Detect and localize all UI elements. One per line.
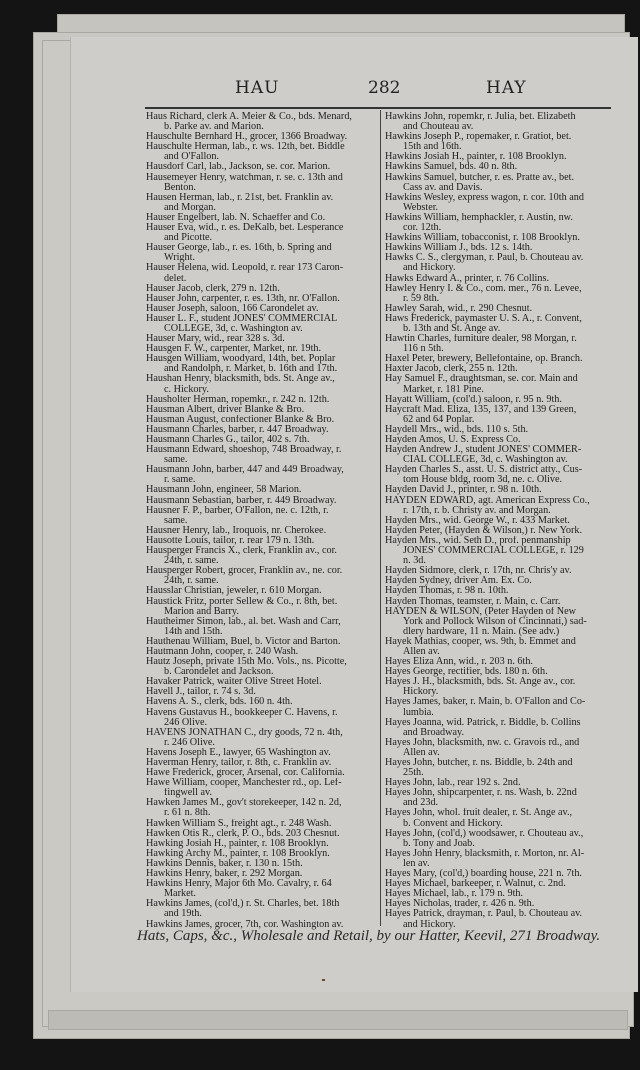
page-number: 282 <box>368 78 401 98</box>
directory-entry <box>146 354 375 374</box>
entry-continuation: Market. <box>164 889 196 900</box>
entry-line: Hautheimer Simon, lab., al. bet. Wash and Carr, <box>146 616 341 627</box>
entry-line: Hauser Helena, wid. Leopold, r. rear 173 Caron- <box>146 263 344 274</box>
directory-entry <box>146 819 375 829</box>
entry-line: Hawking Josiah H., painter, r. 108 Brooklyn. <box>146 838 329 849</box>
directory-entry <box>146 314 375 334</box>
entry-continuation: lumbia. <box>403 707 434 718</box>
entry-line: Hayes Mary, (col'd,) boarding house, 221 n. 7th. <box>385 869 582 880</box>
entry-continuation: Wright. <box>164 253 195 264</box>
directory-entry <box>385 233 612 243</box>
entry-line: HAVENS JONATHAN C., dry goods, 72 n. 4th, <box>146 727 343 738</box>
entry-line: Hautmann John, cooper, r. 240 Wash. <box>146 646 299 657</box>
entry-line: Hayden Sydney, driver Am. Ex. Co. <box>385 576 532 587</box>
entry-continuation: and 23d. <box>403 798 439 809</box>
entry-line: Hayes J. H., blacksmith, bds. St. Ange av., cor. <box>385 677 576 688</box>
entry-continuation: and Hickory. <box>403 263 456 274</box>
directory-entry <box>385 405 612 425</box>
entry-line: Hauser John, carpenter, r. es. 13th, nr. O'Fallon. <box>146 293 340 304</box>
entry-line: Hawks C. S., clergyman, r. Paul, b. Chouteau av. <box>385 253 584 264</box>
entry-continuation: and Picotte. <box>164 233 213 244</box>
entry-continuation: Cass av. and Davis. <box>403 182 483 193</box>
paper-speck <box>322 979 325 981</box>
entry-line: Havaker Patrick, waiter Olive Street Hotel. <box>146 677 322 688</box>
entry-line: Hawley Henry I. & Co., com. mer., 76 n. Levee, <box>385 283 582 294</box>
directory-entry <box>146 899 375 919</box>
entry-continuation: fingwell av. <box>164 788 212 799</box>
entry-continuation: b. Carondelet and Jackson. <box>164 667 274 678</box>
entry-line: Hauser Jacob, clerk, 279 n. 12th. <box>146 283 280 294</box>
entry-continuation: same. <box>164 515 188 526</box>
entry-line: Hawkins William, hemphackler, r. Austin, nw. <box>385 212 573 223</box>
entry-line: Hawking Archy M., painter, r. 108 Brooklyn. <box>146 848 330 859</box>
directory-entry <box>385 284 612 304</box>
directory-entry <box>385 899 612 909</box>
entry-continuation: cor. 12th. <box>403 223 442 234</box>
directory-entry <box>146 415 375 425</box>
directory-entry <box>146 193 375 213</box>
entry-continuation: b. Convent and Hickory. <box>403 818 503 829</box>
directory-entry <box>146 435 375 445</box>
entry-line: Hayes George, rectifier, bds. 180 n. 6th. <box>385 667 548 678</box>
entry-line: Hayes John, (col'd,) woodsawer, r. Chouteau av., <box>385 828 584 839</box>
directory-entry <box>146 597 375 617</box>
directory-entry <box>385 637 612 657</box>
entry-line: Hayes Patrick, drayman, r. Paul, b. Chouteau av. <box>385 909 583 920</box>
entry-line: Hausslar Christian, jeweler, r. 610 Morgan. <box>146 586 322 597</box>
entry-line: Hayes John, lab., rear 192 s. 2nd. <box>385 778 521 789</box>
directory-entry <box>146 617 375 637</box>
directory-entry <box>146 859 375 869</box>
entry-continuation: and O'Fallon. <box>164 152 220 163</box>
directory-entry <box>385 718 612 738</box>
entry-continuation: b. Parke av. and Marion. <box>164 122 264 133</box>
directory-entry <box>385 657 612 667</box>
entry-continuation: 24th, r. same. <box>164 576 219 587</box>
entry-line: Hayes Joanna, wid. Patrick, r. Biddle, b. Collins <box>385 717 581 728</box>
entry-continuation: len av. <box>403 858 430 869</box>
entry-line: Hay Samuel F., draughtsman, se. cor. Main and <box>385 374 578 385</box>
entry-line: Hausmann Edward, shoeshop, 748 Broadway, r. <box>146 445 342 456</box>
entry-line: Hausmann Sebastian, barber, r. 449 Broadway. <box>146 495 337 506</box>
directory-entry <box>385 112 612 132</box>
directory-entry <box>385 132 612 152</box>
entry-continuation: b. 13th and St. Ange av. <box>403 323 501 334</box>
entry-line: Hayes John, butcher, r. ns. Biddle, b. 24th and <box>385 758 573 768</box>
entry-line: Hawkins James, grocer, 7th, cor. Washington av. <box>146 919 344 930</box>
entry-line: Hausperger Francis X., clerk, Franklin av., cor. <box>146 546 337 557</box>
entry-line: Hausman Albert, driver Blanke & Bro. <box>146 404 305 415</box>
directory-entry <box>146 778 375 798</box>
directory-entry <box>146 395 375 405</box>
directory-entry <box>146 566 375 586</box>
entry-line: Hauschulte Herman, lab., r. ws. 12th, bet. Biddle <box>146 142 345 153</box>
entry-line: Hauser Engelbert, lab. N. Schaeffer and Co. <box>146 212 326 223</box>
entry-line: Hawkins Wesley, express wagon, r. cor. 10th and <box>385 192 584 203</box>
directory-entry <box>385 516 612 526</box>
entry-line: Hausmann Charles, barber, r. 447 Broadway. <box>146 424 329 435</box>
directory-entry <box>146 465 375 485</box>
entry-line: Haus Richard, clerk A. Meier & Co., bds. Menard, <box>146 112 352 122</box>
entry-line: Hautz Joseph, private 15th Mo. Vols., ns. Picotte, <box>146 657 347 668</box>
entry-line: Haushan Henry, blacksmith, bds. St. Ange av., <box>146 374 335 385</box>
directory-entry <box>146 546 375 566</box>
directory-entry <box>385 566 612 576</box>
entry-continuation: Webster. <box>403 202 439 213</box>
entry-line: Hawley Sarah, wid., r. 290 Chesnut. <box>385 303 533 314</box>
directory-entry <box>385 152 612 162</box>
directory-entry <box>146 445 375 465</box>
advertisement-footer: Hats, Caps, &c., Wholesale and Retail, by our Hatter, Keevil, 271 Broadway. <box>137 928 601 944</box>
directory-entry <box>385 869 612 879</box>
entry-line: Hauthenau William, Buel, b. Victor and Barton. <box>146 636 341 647</box>
entry-continuation: 24th, r. same. <box>164 556 219 567</box>
entry-continuation: 25th. <box>403 768 424 779</box>
entry-line: Hayes John, whol. fruit dealer, r. St. Ange av., <box>385 808 573 819</box>
directory-entry <box>385 374 612 394</box>
entry-line: Hayden Charles S., asst. U. S. district atty., Cus- <box>385 465 583 476</box>
column-divider <box>380 110 381 926</box>
directory-entry <box>146 243 375 263</box>
entry-continuation: r. 61 n. 8th. <box>164 808 211 819</box>
directory-entry <box>385 435 612 445</box>
entry-line: Hawkins William, tobacconist, r. 108 Brooklyn. <box>385 233 580 244</box>
page-edges <box>48 1010 628 1030</box>
entry-continuation: CIAL COLLEGE, 3d, c. Washington av. <box>403 455 568 466</box>
entry-continuation: c. Hickory. <box>164 384 209 395</box>
entry-continuation: r. 246 Olive. <box>164 737 215 748</box>
directory-entry <box>385 526 612 536</box>
entry-line: Hausman August, confectioner Blanke & Bro. <box>146 414 335 425</box>
directory-entry <box>385 173 612 193</box>
directory-entry <box>146 677 375 687</box>
directory-entry <box>146 374 375 394</box>
entry-continuation: 246 Olive. <box>164 717 208 728</box>
entry-continuation: Benton. <box>164 182 196 193</box>
directory-entry <box>146 839 375 849</box>
entry-continuation: York and Pollock Wilson of Cincinnati,) sad- <box>403 616 587 627</box>
directory-entry <box>385 738 612 758</box>
entry-line: Hausen Herman, lab., r. 21st, bet. Franklin av. <box>146 192 334 203</box>
directory-entry <box>385 395 612 405</box>
entry-continuation: and 19th. <box>164 909 202 920</box>
entry-continuation: Market, r. 181 Pine. <box>403 384 484 395</box>
entry-line: Hawkins Samuel, butcher, r. es. Pratte av., bet. <box>385 172 575 183</box>
entry-line: Hayek Mathias, cooper, ws. 9th, b. Emmet and <box>385 636 576 647</box>
directory-entry <box>385 808 612 828</box>
entry-line: Hayden Sidmore, clerk, r. 17th, nr. Chris'y av. <box>385 566 572 577</box>
directory-entry <box>146 879 375 899</box>
entry-continuation: delet. <box>164 273 187 284</box>
directory-entry <box>146 657 375 677</box>
directory-entry <box>385 334 612 354</box>
directory-entry <box>385 829 612 849</box>
entry-line: Hausgen F. W., carpenter, Market, nr. 19th. <box>146 344 322 355</box>
directory-entry <box>385 667 612 677</box>
directory-entry <box>146 344 375 354</box>
entry-line: Hayes John, blacksmith, nw. c. Gravois rd., and <box>385 737 580 748</box>
entry-line: Haxter Jacob, clerk, 255 n. 12th. <box>385 364 518 375</box>
entry-line: Hawe Frederick, grocer, Arsenal, cor. California. <box>146 768 345 779</box>
entry-line: Hawkins John, ropemkr, r. Julia, bet. Elizabeth <box>385 112 576 122</box>
entry-continuation: COLLEGE, 3d, c. Washington av. <box>164 323 303 334</box>
directory-entry <box>146 637 375 647</box>
entry-continuation: Marion and Barry. <box>164 606 239 617</box>
directory-entry <box>385 758 612 778</box>
entry-line: Hausemeyer Henry, watchman, r. se. c. 13th and <box>146 172 343 183</box>
directory-entry <box>385 364 612 374</box>
entry-line: Hawkins Henry, baker, r. 292 Morgan. <box>146 869 303 880</box>
entry-line: Hayden Andrew J., student JONES' COMMER- <box>385 445 582 456</box>
entry-line: Hayes Michael, lab., r. 179 n. 9th. <box>385 889 524 900</box>
entry-line: Hausner F. P., barber, O'Fallon, ne. c. 12th, r. <box>146 505 329 516</box>
entry-line: Hayden Mrs., wid. George W., r. 433 Market. <box>385 515 570 526</box>
directory-entry <box>385 576 612 586</box>
directory-entry <box>146 758 375 768</box>
entry-line: Havens Joseph E., lawyer, 65 Washington av. <box>146 747 331 758</box>
directory-entry <box>146 697 375 707</box>
entry-line: Hauser Mary, wid., rear 328 s. 3d. <box>146 334 285 345</box>
entry-line: Haverman Henry, tailor, r. 8th, c. Franklin av. <box>146 758 332 768</box>
entry-line: Havens A. S., clerk, bds. 160 n. 4th. <box>146 697 293 708</box>
entry-line: Hauser Eva, wid., r. es. DeKalb, bet. Lesperance <box>146 223 344 234</box>
entry-line: Hauser Joseph, saloon, 166 Carondelet av. <box>146 303 319 314</box>
entry-continuation: n. 3d. <box>403 556 426 567</box>
entry-line: Hawe William, cooper, Manchester rd., op. Lef- <box>146 778 342 789</box>
entry-continuation: Allen av. <box>403 747 440 758</box>
entry-line: Hayes John Henry, blacksmith, r. Morton, nr. Al- <box>385 848 585 859</box>
entry-line: Hausmann John, engineer, 58 Marion. <box>146 485 302 496</box>
directory-entry <box>385 607 612 637</box>
entry-line: Hausmann John, barber, 447 and 449 Broadway, <box>146 465 344 476</box>
directory-entry <box>146 526 375 536</box>
entry-line: Hausgen William, woodyard, 14th, bet. Poplar <box>146 354 336 365</box>
entry-continuation: Allen av. <box>403 646 440 657</box>
directory-entry <box>146 213 375 223</box>
directory-entry <box>146 405 375 415</box>
entry-line: Hawtin Charles, furniture dealer, 98 Morgan, r. <box>385 334 577 345</box>
directory-entry <box>146 798 375 818</box>
directory-entry <box>146 647 375 657</box>
entry-line: Hayatt William, (col'd.) saloon, r. 95 n. 9th. <box>385 394 562 405</box>
entry-line: Hawken Otis R., clerk, P. O., bds. 203 Chesnut. <box>146 828 340 839</box>
directory-entry <box>385 849 612 869</box>
entry-line: Hawken James M., gov't storekeeper, 142 n. 2d, <box>146 798 342 809</box>
directory-entry <box>146 768 375 778</box>
running-head-right: HAY <box>486 78 527 98</box>
entry-line: Hayden Amos, U. S. Express Co. <box>385 435 521 445</box>
running-head-left: HAU <box>235 78 280 98</box>
directory-entry <box>146 849 375 859</box>
header-rule <box>145 107 611 109</box>
directory-entry <box>385 253 612 273</box>
entry-line: Hawkins Joseph P., ropemaker, r. Gratiot, bet. <box>385 132 572 143</box>
directory-entry <box>146 708 375 728</box>
directory-entry <box>385 536 612 566</box>
directory-entry <box>385 162 612 172</box>
entry-continuation: same. <box>164 455 188 466</box>
entry-line: Hayden Thomas, r. 98 n. 10th. <box>385 586 509 597</box>
entry-line: Hawkins Josiah H., painter, r. 108 Brooklyn. <box>385 152 567 163</box>
entry-line: Hausdorf Carl, lab., Jackson, se. cor. Marion. <box>146 162 331 173</box>
entry-line: Hausperger Robert, grocer, Franklin av., ne. cor. <box>146 566 343 577</box>
entry-line: Hausner Henry, lab., Iroquois, nr. Cherokee. <box>146 525 327 536</box>
directory-entry <box>385 314 612 334</box>
directory-entry <box>385 485 612 495</box>
entry-line: Hawks Edward A., printer, r. 76 Collins. <box>385 273 549 284</box>
entry-line: Hayes Nicholas, trader, r. 426 n. 9th. <box>385 899 535 910</box>
directory-entry <box>146 748 375 758</box>
directory-entry <box>385 788 612 808</box>
entry-continuation: and Morgan. <box>164 202 216 213</box>
entry-continuation: and Hickory. <box>403 919 456 930</box>
entry-line: Haycraft Mad. Eliza, 135, 137, and 139 Green, <box>385 404 577 415</box>
directory-entry <box>146 829 375 839</box>
directory-entry <box>385 304 612 314</box>
directory-entry <box>385 243 612 253</box>
directory-entry <box>146 496 375 506</box>
directory-entry <box>146 425 375 435</box>
entry-continuation: r. same. <box>164 475 196 486</box>
entry-continuation: 14th and 15th. <box>164 626 223 637</box>
entry-line: Hauschulte Bernhard H., grocer, 1366 Broadway. <box>146 132 348 143</box>
directory-entry <box>146 869 375 879</box>
entry-line: Hauser L. F., student JONES' COMMERCIAL <box>146 313 338 324</box>
entry-continuation: JONES' COMMERCIAL COLLEGE, r. 129 <box>403 546 584 557</box>
entry-line: Hausholter Herman, ropemkr., r. 242 n. 12th. <box>146 394 330 405</box>
entry-line: Hayes Eliza Ann, wid., r. 203 n. 6th. <box>385 657 533 668</box>
entry-line: Hayes James, baker, r. Main, b. O'Fallon and Co- <box>385 697 586 708</box>
entry-continuation: r. 17th, r. b. Christy av. and Morgan. <box>403 505 551 516</box>
entry-continuation: 116 n 5th. <box>403 344 444 355</box>
entry-line: Hayden Peter, (Hayden & Wilson,) r. New York. <box>385 525 583 536</box>
directory-entry <box>146 506 375 526</box>
entry-continuation: tom House bldg, room 3d, ne. c. Olive. <box>403 475 563 486</box>
directory-entry <box>385 586 612 596</box>
entry-continuation: 62 and 64 Poplar. <box>403 414 475 425</box>
entry-line: HAYDEN & WILSON, (Peter Hayden of New <box>385 606 576 617</box>
directory-entry <box>385 597 612 607</box>
entry-line: Hawkins Henry, Major 6th Mo. Cavalry, r. 64 <box>146 879 332 890</box>
directory-entry <box>385 697 612 717</box>
entry-line: HAYDEN EDWARD, agt. American Express Co., <box>385 495 590 506</box>
directory-entry <box>146 304 375 314</box>
directory-entry <box>146 294 375 304</box>
entry-line: Havell J., tailor, r. 74 s. 3d. <box>146 687 256 698</box>
entry-line: Hawkins William J., bds. 12 s. 14th. <box>385 243 533 254</box>
entry-line: Haustick Fritz, porter Sellew & Co., r. 8th, bet. <box>146 596 338 607</box>
directory-entry <box>146 687 375 697</box>
entry-line: Havens Gustavus H., bookkeeper C. Havens, r. <box>146 707 338 718</box>
entry-line: Hausotte Louis, tailor, r. rear 179 n. 13th. <box>146 535 315 546</box>
entry-line: Haydell Mrs., wid., bds. 110 s. 5th. <box>385 424 529 435</box>
entry-continuation: and Broadway. <box>403 727 465 738</box>
directory-entry <box>385 496 612 516</box>
directory-entry <box>146 142 375 162</box>
directory-entry <box>385 677 612 697</box>
directory-entry <box>385 354 612 364</box>
entry-line: Hayes John, shipcarpenter, r. ns. Wash, b. 22nd <box>385 788 577 799</box>
directory-entry <box>146 263 375 283</box>
entry-continuation: r. 59 8th. <box>403 293 440 304</box>
entry-line: Hausmann Charles G., tailor, 402 s. 7th. <box>146 435 310 445</box>
directory-entry <box>385 274 612 284</box>
right-column <box>385 112 612 930</box>
entry-continuation: 15th and 16th. <box>403 142 462 153</box>
directory-entry <box>146 485 375 495</box>
entry-line: Hayden Mrs., wid. Seth D., prof. penmanship <box>385 535 571 546</box>
entry-line: Hayes Michael, barkeeper, r. Walnut, c. 2nd. <box>385 879 566 890</box>
directory-entry <box>146 334 375 344</box>
entry-line: Hayden David J., printer, r. 98 n. 10th. <box>385 485 542 496</box>
directory-entry <box>385 778 612 788</box>
entry-line: Hayden Thomas, teamster, r. Main, c. Carr. <box>385 596 561 607</box>
entry-line: Hawken William S., freight agt., r. 248 Wash. <box>146 818 332 829</box>
directory-entry <box>146 284 375 294</box>
entry-line: Haws Frederick, paymaster U. S. A., r. Convent, <box>385 313 582 324</box>
directory-entry <box>146 586 375 596</box>
entry-continuation: b. Tony and Joab. <box>403 838 475 849</box>
directory-entry <box>146 173 375 193</box>
entry-line: Hawkins Dennis, baker, r. 130 n. 15th. <box>146 858 303 869</box>
entry-continuation: Hickory. <box>403 687 439 698</box>
entry-continuation: and Randolph, r. Market, b. 16th and 17th. <box>164 364 338 375</box>
directory-entry <box>146 223 375 243</box>
left-column <box>146 112 375 930</box>
directory-entry <box>385 213 612 233</box>
directory-entry <box>146 112 375 132</box>
entry-line: Hauser George, lab., r. es. 16th, b. Spring and <box>146 243 332 254</box>
directory-entry <box>385 425 612 435</box>
entry-continuation: and Chouteau av. <box>403 122 474 133</box>
directory-entry <box>146 132 375 142</box>
directory-entry <box>146 162 375 172</box>
directory-entry <box>385 889 612 899</box>
directory-entry <box>146 728 375 748</box>
directory-entry <box>385 193 612 213</box>
directory-entry <box>385 445 612 465</box>
directory-entry <box>385 879 612 889</box>
directory-entry <box>385 909 612 929</box>
directory-entry <box>385 465 612 485</box>
entry-continuation: dlery hardware, 11 n. Main. (See adv.) <box>403 626 560 637</box>
directory-entry <box>146 536 375 546</box>
entry-line: Haxel Peter, brewery, Bellefontaine, op. Branch. <box>385 354 583 365</box>
entry-line: Hawkins Samuel, bds. 40 n. 8th. <box>385 162 518 173</box>
entry-line: Hawkins James, (col'd,) r. St. Charles, bet. 18th <box>146 899 340 910</box>
